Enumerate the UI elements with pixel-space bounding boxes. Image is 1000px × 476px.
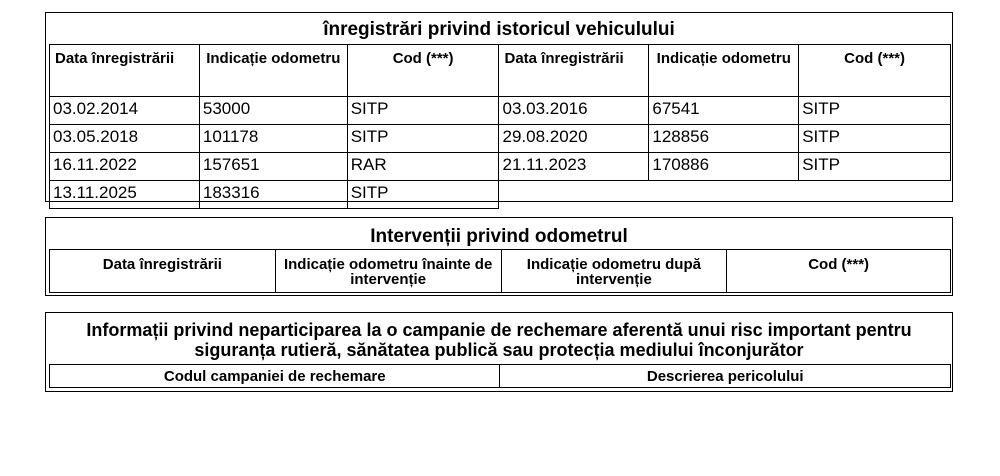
recall-title: Informații privind neparticiparea la o campanie de rechemare aferentă unui risc important pentru siguranța rutieră, sănătatea publică sau protecția mediului înconjurător — [86, 320, 912, 360]
cell-code: SITP — [799, 125, 951, 153]
cell-date: 03.05.2018 — [50, 125, 200, 153]
table-row — [50, 125, 951, 153]
empty-cell — [499, 181, 951, 209]
recall-header-row — [50, 365, 951, 388]
interventions-section — [45, 217, 953, 296]
cell-date: 16.11.2022 — [50, 153, 200, 181]
history-header-row — [50, 45, 951, 97]
cell-date: 29.08.2020 — [499, 125, 649, 153]
cell-date: 03.03.2016 — [499, 97, 649, 125]
table-row — [50, 181, 951, 209]
cell-code: SITP — [799, 153, 951, 181]
cell-code: RAR — [347, 153, 499, 181]
cell-odometer: 157651 — [199, 153, 347, 181]
cell-code: SITP — [347, 125, 499, 153]
cell-odometer: 53000 — [199, 97, 347, 125]
recall-section — [45, 312, 953, 392]
col-header-code: Cod (***) — [347, 45, 499, 97]
interventions-table — [49, 249, 951, 293]
cell-odometer: 67541 — [649, 97, 799, 125]
cell-code: SITP — [347, 97, 499, 125]
table-row — [50, 97, 951, 125]
col-header-date: Data înregistrării — [50, 250, 276, 293]
history-table — [49, 44, 951, 209]
cell-odometer: 183316 — [199, 181, 347, 209]
col-header-campaign-code: Codul campaniei de rechemare — [50, 365, 500, 388]
col-header-code: Cod (***) — [799, 45, 951, 97]
col-header-date: Data înregistrării — [50, 45, 200, 97]
cell-odometer: 101178 — [199, 125, 347, 153]
cell-date: 13.11.2025 — [50, 181, 200, 209]
col-header-code: Cod (***) — [727, 250, 951, 293]
interventions-title: Intervenții privind odometrul — [370, 226, 628, 247]
col-header-date: Data înregistrării — [499, 45, 649, 97]
cell-date: 21.11.2023 — [499, 153, 649, 181]
col-header-hazard-description: Descrierea pericolului — [500, 365, 951, 388]
cell-odometer: 128856 — [649, 125, 799, 153]
cell-code: SITP — [347, 181, 499, 209]
cell-code: SITP — [799, 97, 951, 125]
cell-date: 03.02.2014 — [50, 97, 200, 125]
col-header-odometer-after: Indicație odometru după intervenție — [501, 250, 727, 293]
table-row — [50, 153, 951, 181]
cell-odometer: 170886 — [649, 153, 799, 181]
recall-table — [49, 364, 951, 388]
interventions-header-row — [50, 250, 951, 293]
col-header-odometer-before: Indicație odometru înainte de intervenție — [275, 250, 501, 293]
history-section — [45, 12, 953, 202]
history-title: înregistrări privind istoricul vehiculului — [323, 19, 675, 40]
col-header-odometer: Indicație odometru — [199, 45, 347, 97]
col-header-odometer: Indicație odometru — [649, 45, 799, 97]
